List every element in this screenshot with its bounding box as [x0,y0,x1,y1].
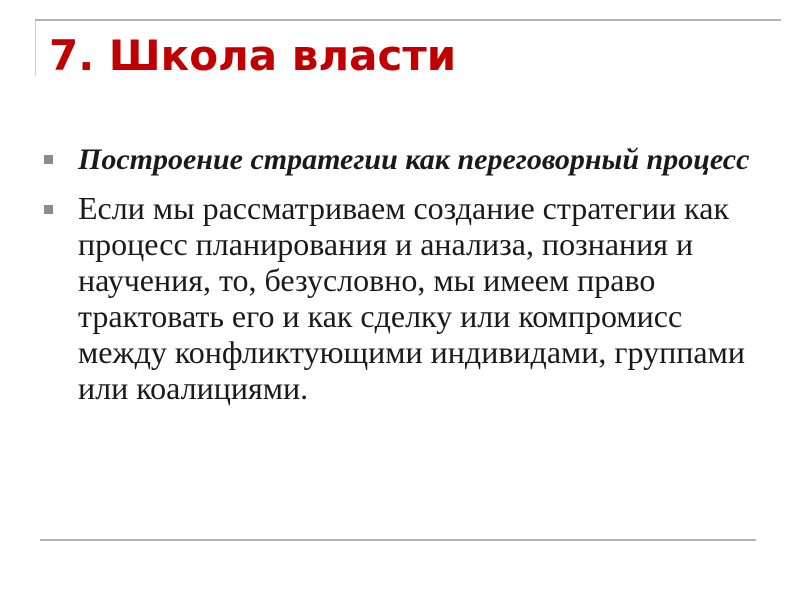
slide-title: 7. Школа власти [49,31,457,80]
bullet-item-body [44,190,764,406]
bullet-body-text: Если мы рассматриваем создание стратегии как процесс планирования и анализа, познания и научения, то, безусловно, мы имеем право трактовать его и как сделку или компромисс между конфликтующими индивидами, группами или коалициями. [78,190,745,406]
square-bullet-icon [44,155,53,164]
bullet-heading-text: Построение стратегии как переговорный процесс [78,143,750,176]
left-accent-line [35,21,36,76]
top-divider [35,19,781,21]
bullet-item-heading [44,140,764,178]
bottom-divider [40,539,756,541]
square-bullet-icon [44,205,53,214]
bullet-list [44,140,764,406]
